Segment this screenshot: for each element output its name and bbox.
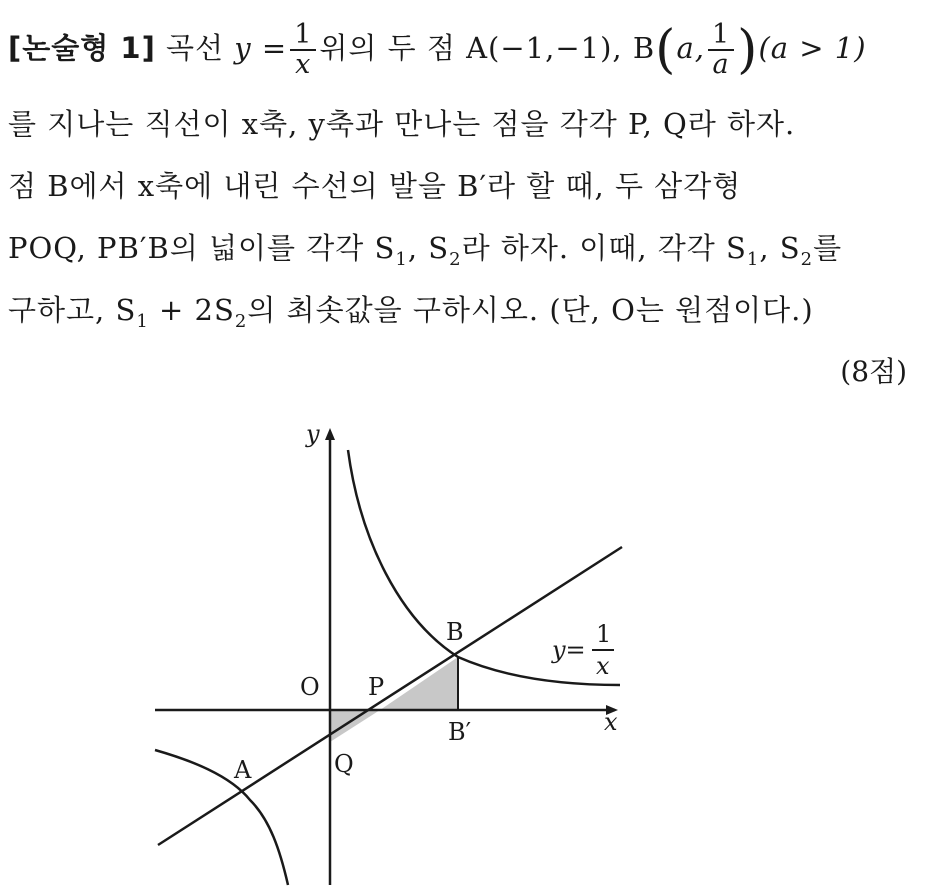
fraction-1-over-x: $\frac{1}{x}$ xyxy=(290,21,316,79)
fraction-1-over-a: $\frac{1}{a}$ xyxy=(708,21,734,79)
figure-graph xyxy=(150,420,650,890)
problem-line-4: POQ, PB′B의 넓이를 각각 $S_1$, $S_2$라 하자. 이때, 각각 $S_1$, $S_2$를 xyxy=(8,231,843,270)
problem-line-3: 점 B에서 x축에 내린 수선의 발을 B′라 할 때, 두 삼각형 xyxy=(8,169,742,203)
problem-tag: [논술형 1] xyxy=(8,31,156,65)
label-p: P xyxy=(368,673,385,701)
curve-equation-num: 1 xyxy=(596,620,612,648)
label-b: B xyxy=(446,618,464,646)
condition-a: (a > 1) xyxy=(758,31,867,65)
text-two-points: 위의 두 점 A(−1,−1), B xyxy=(319,31,656,65)
problem-line-5: 구하고, $S_1 + 2S_2$의 최솟값을 구하시오. (단, O는 원점이다.) xyxy=(8,293,814,332)
problem-line-1: [논술형 1] 곡선 y = $\frac{1}{x}$ 위의 두 점 A(−1,−1), B(a, $\frac{1}{a}$ )(a > 1) xyxy=(8,19,867,80)
label-y-axis: y xyxy=(306,420,320,448)
label-x-axis: x xyxy=(604,708,618,736)
text-curve: 곡선 xyxy=(166,31,225,65)
curve-equation-den: x xyxy=(596,652,610,680)
line-ab xyxy=(158,547,622,845)
y-axis-arrow xyxy=(325,428,335,440)
point-b-x: a, xyxy=(676,31,705,65)
label-b-prime: B′ xyxy=(448,718,472,746)
curve-equation-lhs: y= xyxy=(552,636,586,664)
equation-lhs: y = xyxy=(234,31,288,65)
score-label: (8점) xyxy=(840,355,907,388)
label-a: A xyxy=(234,756,252,784)
hyperbola-left-branch xyxy=(155,750,288,885)
triangle-poq-shade xyxy=(330,710,380,742)
triangle-pbb-shade xyxy=(380,657,458,710)
label-q: Q xyxy=(334,750,354,778)
label-origin: O xyxy=(300,673,320,701)
problem-line-2: 를 지나는 직선이 x축, y축과 만나는 점을 각각 P, Q라 하자. xyxy=(8,107,796,141)
